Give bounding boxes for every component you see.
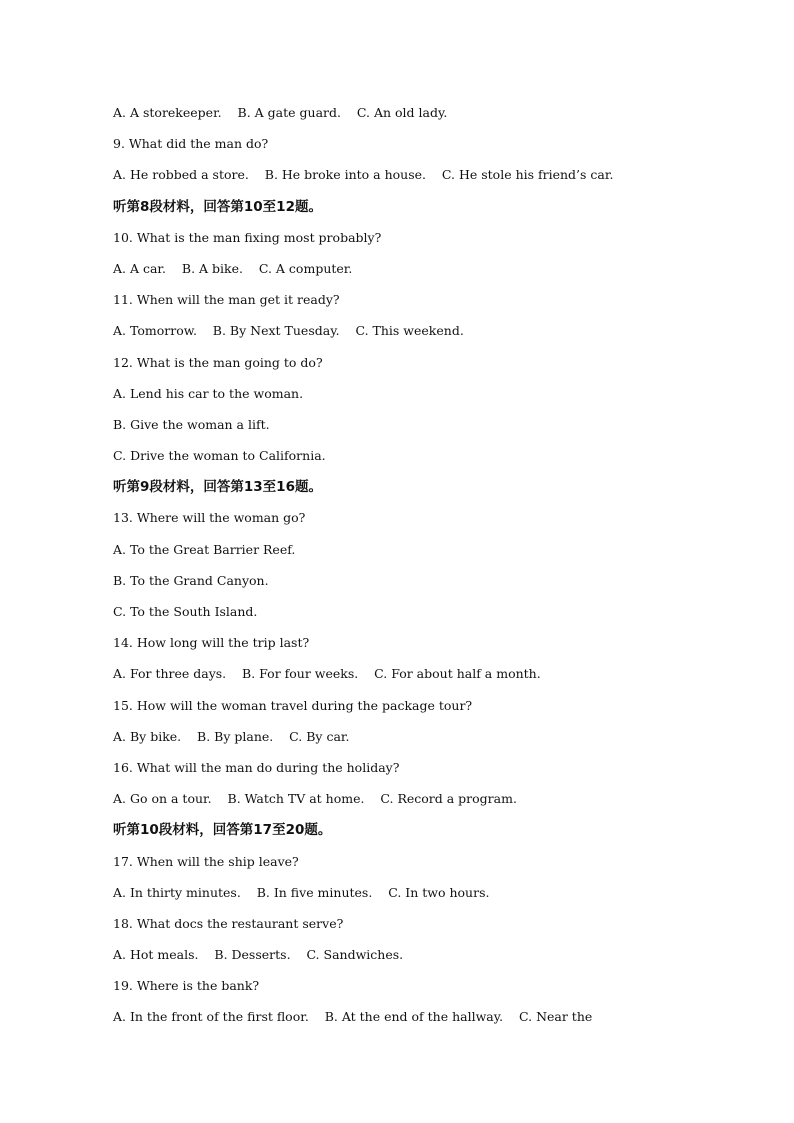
option-line: A. Go on a tour. B. Watch TV at home. C. Record a program. bbox=[113, 791, 517, 807]
option-line: C. To the South Island. bbox=[113, 604, 258, 619]
option-line: A. Hot meals. B. Desserts. C. Sandwiches. bbox=[113, 947, 404, 963]
question-line: 9. What did the man do? bbox=[113, 136, 269, 152]
question-line: 16. What will the man do during the holiday? bbox=[113, 759, 400, 775]
option-line: A. Tomorrow. B. By Next Tuesday. C. This weekend. bbox=[113, 323, 464, 339]
option-line: B. Give the woman a lift. bbox=[113, 416, 270, 432]
question-line: 19. Where is the bank? bbox=[113, 978, 260, 994]
option-line: C. Drive the woman to California. bbox=[113, 448, 326, 464]
option-line: A. A car. B. A bike. C. A computer. bbox=[113, 260, 353, 276]
section-heading: 听第10段材料，回答第17至20题。 bbox=[113, 822, 332, 839]
option-line: A. He robbed a store. B. He broke into a house. C. He stole his friend’s car. bbox=[113, 167, 614, 183]
question-line: 12. What is the man going to do? bbox=[113, 354, 323, 370]
option-line: A. For three days. B. For four weeks. C. For about half a month. bbox=[113, 666, 541, 682]
option-line: A. A storekeeper. B. A gate guard. C. An old lady. bbox=[113, 105, 448, 120]
option-line: A. Lend his car to the woman. bbox=[113, 385, 304, 401]
section-heading: 听第9段材料，回答第13至16题。 bbox=[113, 479, 322, 496]
question-line: 13. Where will the woman go? bbox=[113, 510, 306, 526]
section-heading: 听第8段材料，回答第10至12题。 bbox=[113, 198, 322, 215]
option-line: B. To the Grand Canyon. bbox=[113, 572, 269, 588]
option-line: A. In thirty minutes. B. In five minutes. C. In two hours. bbox=[113, 884, 490, 900]
question-line: 15. How will the woman travel during the package tour? bbox=[113, 697, 473, 713]
option-line: A. To the Great Barrier Reef. bbox=[113, 541, 296, 557]
question-line: 14. How long will the trip last? bbox=[113, 635, 310, 651]
document-body bbox=[113, 102, 693, 1038]
option-line: A. By bike. B. By plane. C. By car. bbox=[113, 728, 350, 744]
question-line: 18. What docs the restaurant serve? bbox=[113, 915, 344, 931]
option-line: A. In the front of the first floor. B. At the end of the hallway. C. Near the bbox=[113, 1009, 593, 1025]
question-line: 10. What is the man fixing most probably? bbox=[113, 229, 382, 245]
question-line: 11. When will the man get it ready? bbox=[113, 292, 340, 308]
question-line: 17. When will the ship leave? bbox=[113, 853, 299, 869]
